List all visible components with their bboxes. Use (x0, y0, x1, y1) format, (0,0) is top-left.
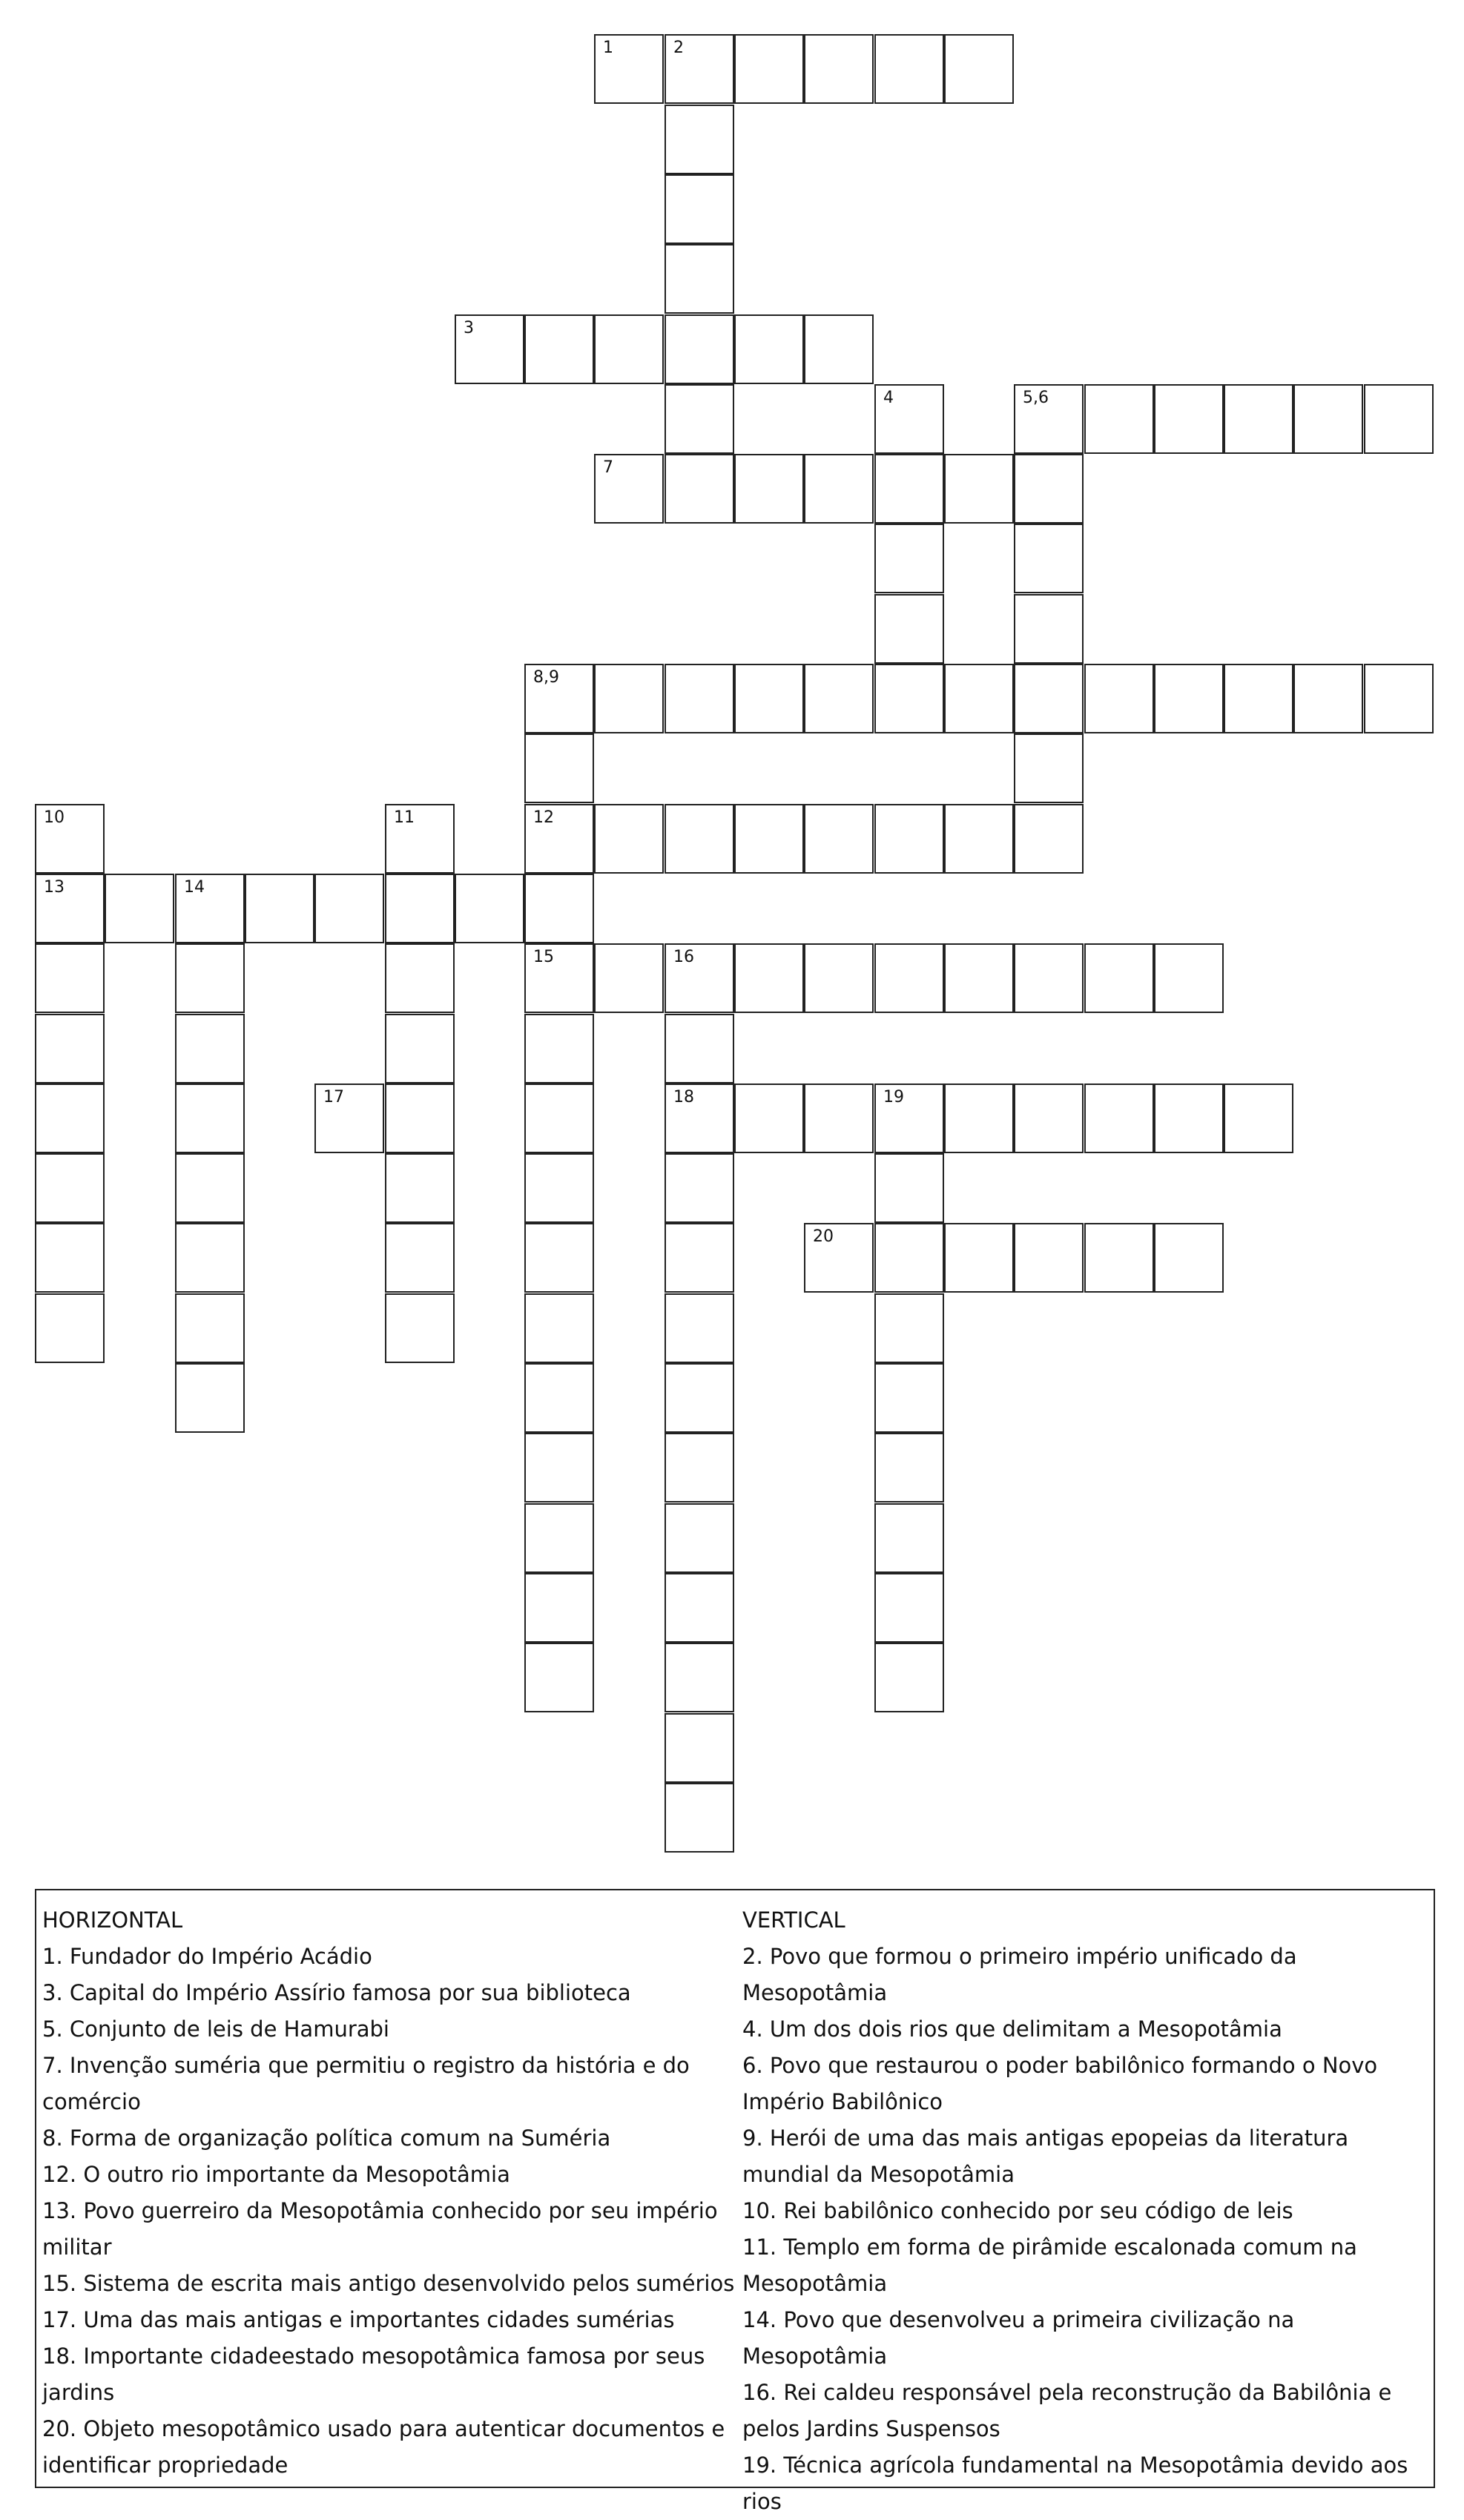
crossword-cell[interactable] (665, 244, 734, 314)
crossword-cell[interactable] (35, 804, 105, 874)
crossword-cell[interactable] (385, 1083, 455, 1153)
clue-number-label: 11 (394, 808, 415, 827)
crossword-cell[interactable] (385, 1153, 455, 1223)
crossword-cell[interactable] (1224, 384, 1293, 454)
clue-number-label: 15 (533, 948, 554, 966)
crossword-cell[interactable] (35, 1153, 105, 1223)
crossword-cell[interactable] (524, 804, 594, 874)
crossword-cell[interactable] (524, 733, 594, 803)
crossword-cell[interactable] (665, 105, 734, 174)
crossword-cell[interactable] (734, 1083, 804, 1153)
crossword-cell[interactable] (35, 874, 105, 943)
crossword-cell[interactable] (1014, 384, 1084, 454)
clue-v-19: 19. Técnica agrícola fundamental na Mesopotâmia devido aos rios (742, 2453, 1408, 2514)
clue-number-label: 10 (44, 808, 65, 827)
clue-h-8: 8. Forma de organização política comum na Suméria (42, 2125, 611, 2151)
crossword-cell[interactable] (524, 314, 594, 384)
vertical-clues (742, 1902, 1432, 2520)
horizontal-heading: HORIZONTAL (42, 1907, 183, 1933)
crossword-cell[interactable] (524, 1433, 594, 1503)
crossword-cell[interactable] (35, 943, 105, 1013)
clue-number-label: 2 (673, 39, 684, 57)
crossword-cell[interactable] (385, 804, 455, 874)
crossword-cell[interactable] (874, 1573, 944, 1643)
crossword-cell[interactable] (594, 804, 664, 874)
crossword-cell[interactable] (175, 1083, 245, 1153)
crossword-cell[interactable] (944, 943, 1014, 1013)
crossword-cell[interactable] (1084, 943, 1154, 1013)
clue-h-20: 20. Objeto mesopotâmico usado para autenticar documentos e identificar propriedade (42, 2416, 725, 2478)
crossword-cell[interactable] (804, 34, 874, 104)
crossword-cell[interactable] (1364, 384, 1434, 454)
crossword-cell[interactable] (175, 943, 245, 1013)
clue-number-label: 3 (464, 319, 474, 337)
crossword-cell[interactable] (665, 1783, 734, 1853)
clue-h-18: 18. Importante cidadeestado mesopotâmica famosa por seus jardins (42, 2343, 705, 2405)
crossword-cell[interactable] (1154, 1223, 1224, 1293)
crossword-cell[interactable] (944, 804, 1014, 874)
crossword-cell[interactable] (804, 314, 874, 384)
crossword-cell[interactable] (524, 1503, 594, 1573)
clue-number-label: 17 (323, 1088, 344, 1106)
clue-number-label: 4 (883, 389, 894, 407)
clue-number-label: 5,6 (1023, 389, 1049, 407)
crossword-cell[interactable] (35, 1083, 105, 1153)
crossword-cell[interactable] (175, 1014, 245, 1083)
crossword-cell[interactable] (804, 1223, 874, 1293)
crossword-cell[interactable] (1014, 524, 1084, 593)
clue-v-10: 10. Rei babilônico conhecido por seu código de leis (742, 2198, 1293, 2223)
crossword-cell[interactable] (594, 314, 664, 384)
crossword-cell[interactable] (524, 1573, 594, 1643)
crossword-cell[interactable] (665, 384, 734, 454)
crossword-cell[interactable] (1293, 664, 1363, 733)
crossword-cell[interactable] (175, 1153, 245, 1223)
crossword-cell[interactable] (524, 1083, 594, 1153)
crossword-cell[interactable] (1154, 943, 1224, 1013)
crossword-cell[interactable] (734, 943, 804, 1013)
crossword-cell[interactable] (385, 874, 455, 943)
clue-number-label: 1 (603, 39, 613, 57)
clue-v-6: 6. Povo que restaurou o poder babilônico formando o Novo Império Babilônico (742, 2053, 1378, 2114)
crossword-cell[interactable] (524, 1223, 594, 1293)
crossword-cell[interactable] (874, 524, 944, 593)
clue-number-label: 7 (603, 458, 613, 477)
crossword-cell[interactable] (524, 1014, 594, 1083)
crossword-cell[interactable] (944, 34, 1014, 104)
clue-h-15: 15. Sistema de escrita mais antigo desenvolvido pelos sumérios (42, 2271, 735, 2296)
crossword-cell[interactable] (734, 804, 804, 874)
clue-h-1: 1. Fundador do Império Acádio (42, 1944, 372, 1969)
crossword-cell[interactable] (874, 594, 944, 664)
crossword-cell[interactable] (455, 314, 524, 384)
crossword-cell[interactable] (734, 454, 804, 524)
clue-h-5: 5. Conjunto de leis de Hamurabi (42, 2016, 389, 2042)
clue-v-16: 16. Rei caldeu responsável pela reconstrução da Babilônia e pelos Jardins Suspensos (742, 2380, 1392, 2441)
clue-number-label: 20 (813, 1227, 834, 1246)
clue-number-label: 19 (883, 1088, 904, 1106)
crossword-cell[interactable] (1154, 1083, 1224, 1153)
crossword-cell[interactable] (1084, 1223, 1154, 1293)
horizontal-clues (42, 1902, 754, 2484)
crossword-cell[interactable] (1224, 664, 1293, 733)
crossword-cell[interactable] (385, 1293, 455, 1363)
crossword-cell[interactable] (1364, 664, 1434, 733)
crossword-cell[interactable] (524, 1643, 594, 1712)
crossword-cell[interactable] (665, 1643, 734, 1712)
clues-box (35, 1889, 1435, 2514)
crossword-cell[interactable] (804, 664, 874, 733)
crossword-cell[interactable] (1014, 943, 1084, 1013)
crossword-cell[interactable] (804, 943, 874, 1013)
crossword-cell[interactable] (804, 454, 874, 524)
clue-h-12: 12. O outro rio importante da Mesopotâmia (42, 2162, 510, 2187)
crossword-cell[interactable] (874, 1433, 944, 1503)
crossword-cell[interactable] (1154, 384, 1224, 454)
crossword-cell[interactable] (874, 454, 944, 524)
crossword-cell[interactable] (665, 804, 734, 874)
crossword-cell[interactable] (35, 1014, 105, 1083)
crossword-cell[interactable] (1084, 384, 1154, 454)
crossword-cell[interactable] (35, 1223, 105, 1293)
clue-number-label: 13 (44, 878, 65, 897)
crossword-cell[interactable] (665, 664, 734, 733)
crossword-cell[interactable] (524, 664, 594, 733)
crossword-cell[interactable] (1014, 1083, 1084, 1153)
clue-h-3: 3. Capital do Império Assírio famosa por sua biblioteca (42, 1980, 631, 2005)
crossword-cell[interactable] (1014, 733, 1084, 803)
crossword-cell[interactable] (245, 874, 314, 943)
crossword-cell[interactable] (1014, 1223, 1084, 1293)
crossword-cell[interactable] (1014, 454, 1084, 524)
crossword-cell[interactable] (594, 454, 664, 524)
crossword-cell[interactable] (874, 1503, 944, 1573)
clue-number-label: 8,9 (533, 668, 559, 687)
crossword-cell[interactable] (175, 1223, 245, 1293)
crossword-cell[interactable] (35, 1293, 105, 1363)
crossword-cell[interactable] (734, 664, 804, 733)
crossword-cell[interactable] (1154, 664, 1224, 733)
crossword-cell[interactable] (524, 874, 594, 943)
crossword-cell[interactable] (944, 664, 1014, 733)
crossword-cell[interactable] (594, 943, 664, 1013)
crossword-cell[interactable] (665, 1503, 734, 1573)
clue-v-14: 14. Povo que desenvolveu a primeira civilização na Mesopotâmia (742, 2307, 1295, 2369)
crossword-cell[interactable] (665, 1153, 734, 1223)
crossword-cell[interactable] (804, 804, 874, 874)
crossword-cell[interactable] (105, 874, 174, 943)
crossword-cell[interactable] (665, 34, 734, 104)
crossword-cell[interactable] (175, 1293, 245, 1363)
crossword-cell[interactable] (385, 1223, 455, 1293)
crossword-cell[interactable] (1084, 1083, 1154, 1153)
crossword-cell[interactable] (874, 1153, 944, 1223)
crossword-cell[interactable] (665, 1293, 734, 1363)
crossword-cell[interactable] (874, 1083, 944, 1153)
vertical-heading: VERTICAL (742, 1907, 845, 1933)
crossword-cell[interactable] (665, 454, 734, 524)
crossword-cell[interactable] (524, 1293, 594, 1363)
crossword-cell[interactable] (944, 1223, 1014, 1293)
crossword-cell[interactable] (1014, 804, 1084, 874)
clue-v-11: 11. Templo em forma de pirâmide escalonada comum na Mesopotâmia (742, 2234, 1357, 2296)
crossword-cell[interactable] (524, 1153, 594, 1223)
crossword-cell[interactable] (665, 1433, 734, 1503)
crossword-cell[interactable] (734, 314, 804, 384)
crossword-cell[interactable] (314, 874, 384, 943)
crossword-cell[interactable] (665, 1573, 734, 1643)
crossword-cell[interactable] (874, 664, 944, 733)
crossword-cell[interactable] (1293, 384, 1363, 454)
clue-h-17: 17. Uma das mais antigas e importantes cidades sumérias (42, 2307, 675, 2332)
crossword-cell[interactable] (874, 34, 944, 104)
crossword-cell[interactable] (944, 454, 1014, 524)
crossword-cell[interactable] (175, 874, 245, 943)
crossword-cell[interactable] (734, 34, 804, 104)
crossword-cell[interactable] (874, 384, 944, 454)
crossword-cell[interactable] (1084, 664, 1154, 733)
crossword-cell[interactable] (665, 1713, 734, 1783)
clue-h-7: 7. Invenção suméria que permitiu o registro da história e do comércio (42, 2053, 690, 2114)
crossword-cell[interactable] (594, 664, 664, 733)
crossword-cell[interactable] (804, 1083, 874, 1153)
crossword-cell[interactable] (385, 943, 455, 1013)
crossword-cell[interactable] (944, 1083, 1014, 1153)
crossword-cell[interactable] (665, 1223, 734, 1293)
crossword-cell[interactable] (665, 174, 734, 244)
crossword-cell[interactable] (874, 943, 944, 1013)
crossword-cell[interactable] (665, 1083, 734, 1153)
crossword-cell[interactable] (874, 1293, 944, 1363)
crossword-cell[interactable] (455, 874, 524, 943)
crossword-cell[interactable] (1224, 1083, 1293, 1153)
clue-v-2: 2. Povo que formou o primeiro império unificado da Mesopotâmia (742, 1944, 1297, 2005)
crossword-cell[interactable] (524, 943, 594, 1013)
crossword-cell[interactable] (524, 1363, 594, 1433)
clue-number-label: 12 (533, 808, 554, 827)
crossword-cell[interactable] (1014, 594, 1084, 664)
crossword-cell[interactable] (175, 1363, 245, 1433)
crossword-cell[interactable] (594, 34, 664, 104)
clue-number-label: 16 (673, 948, 694, 966)
clue-h-13: 13. Povo guerreiro da Mesopotâmia conhecido por seu império militar (42, 2198, 718, 2260)
crossword-cell[interactable] (665, 1363, 734, 1433)
crossword-cell[interactable] (874, 804, 944, 874)
crossword-cell[interactable] (385, 1014, 455, 1083)
clue-number-label: 14 (184, 878, 205, 897)
crossword-cell[interactable] (665, 943, 734, 1013)
clue-v-9: 9. Herói de uma das mais antigas epopeias da literatura mundial da Mesopotâmia (742, 2125, 1349, 2187)
clue-number-label: 18 (673, 1088, 694, 1106)
crossword-cell[interactable] (1014, 664, 1084, 733)
crossword-cell[interactable] (874, 1643, 944, 1712)
clue-v-4: 4. Um dos dois rios que delimitam a Mesopotâmia (742, 2016, 1282, 2042)
crossword-cell[interactable] (874, 1363, 944, 1433)
crossword-cell[interactable] (314, 1083, 384, 1153)
crossword-cell[interactable] (874, 1223, 944, 1293)
crossword-cell[interactable] (665, 1014, 734, 1083)
crossword-cell[interactable] (665, 314, 734, 384)
